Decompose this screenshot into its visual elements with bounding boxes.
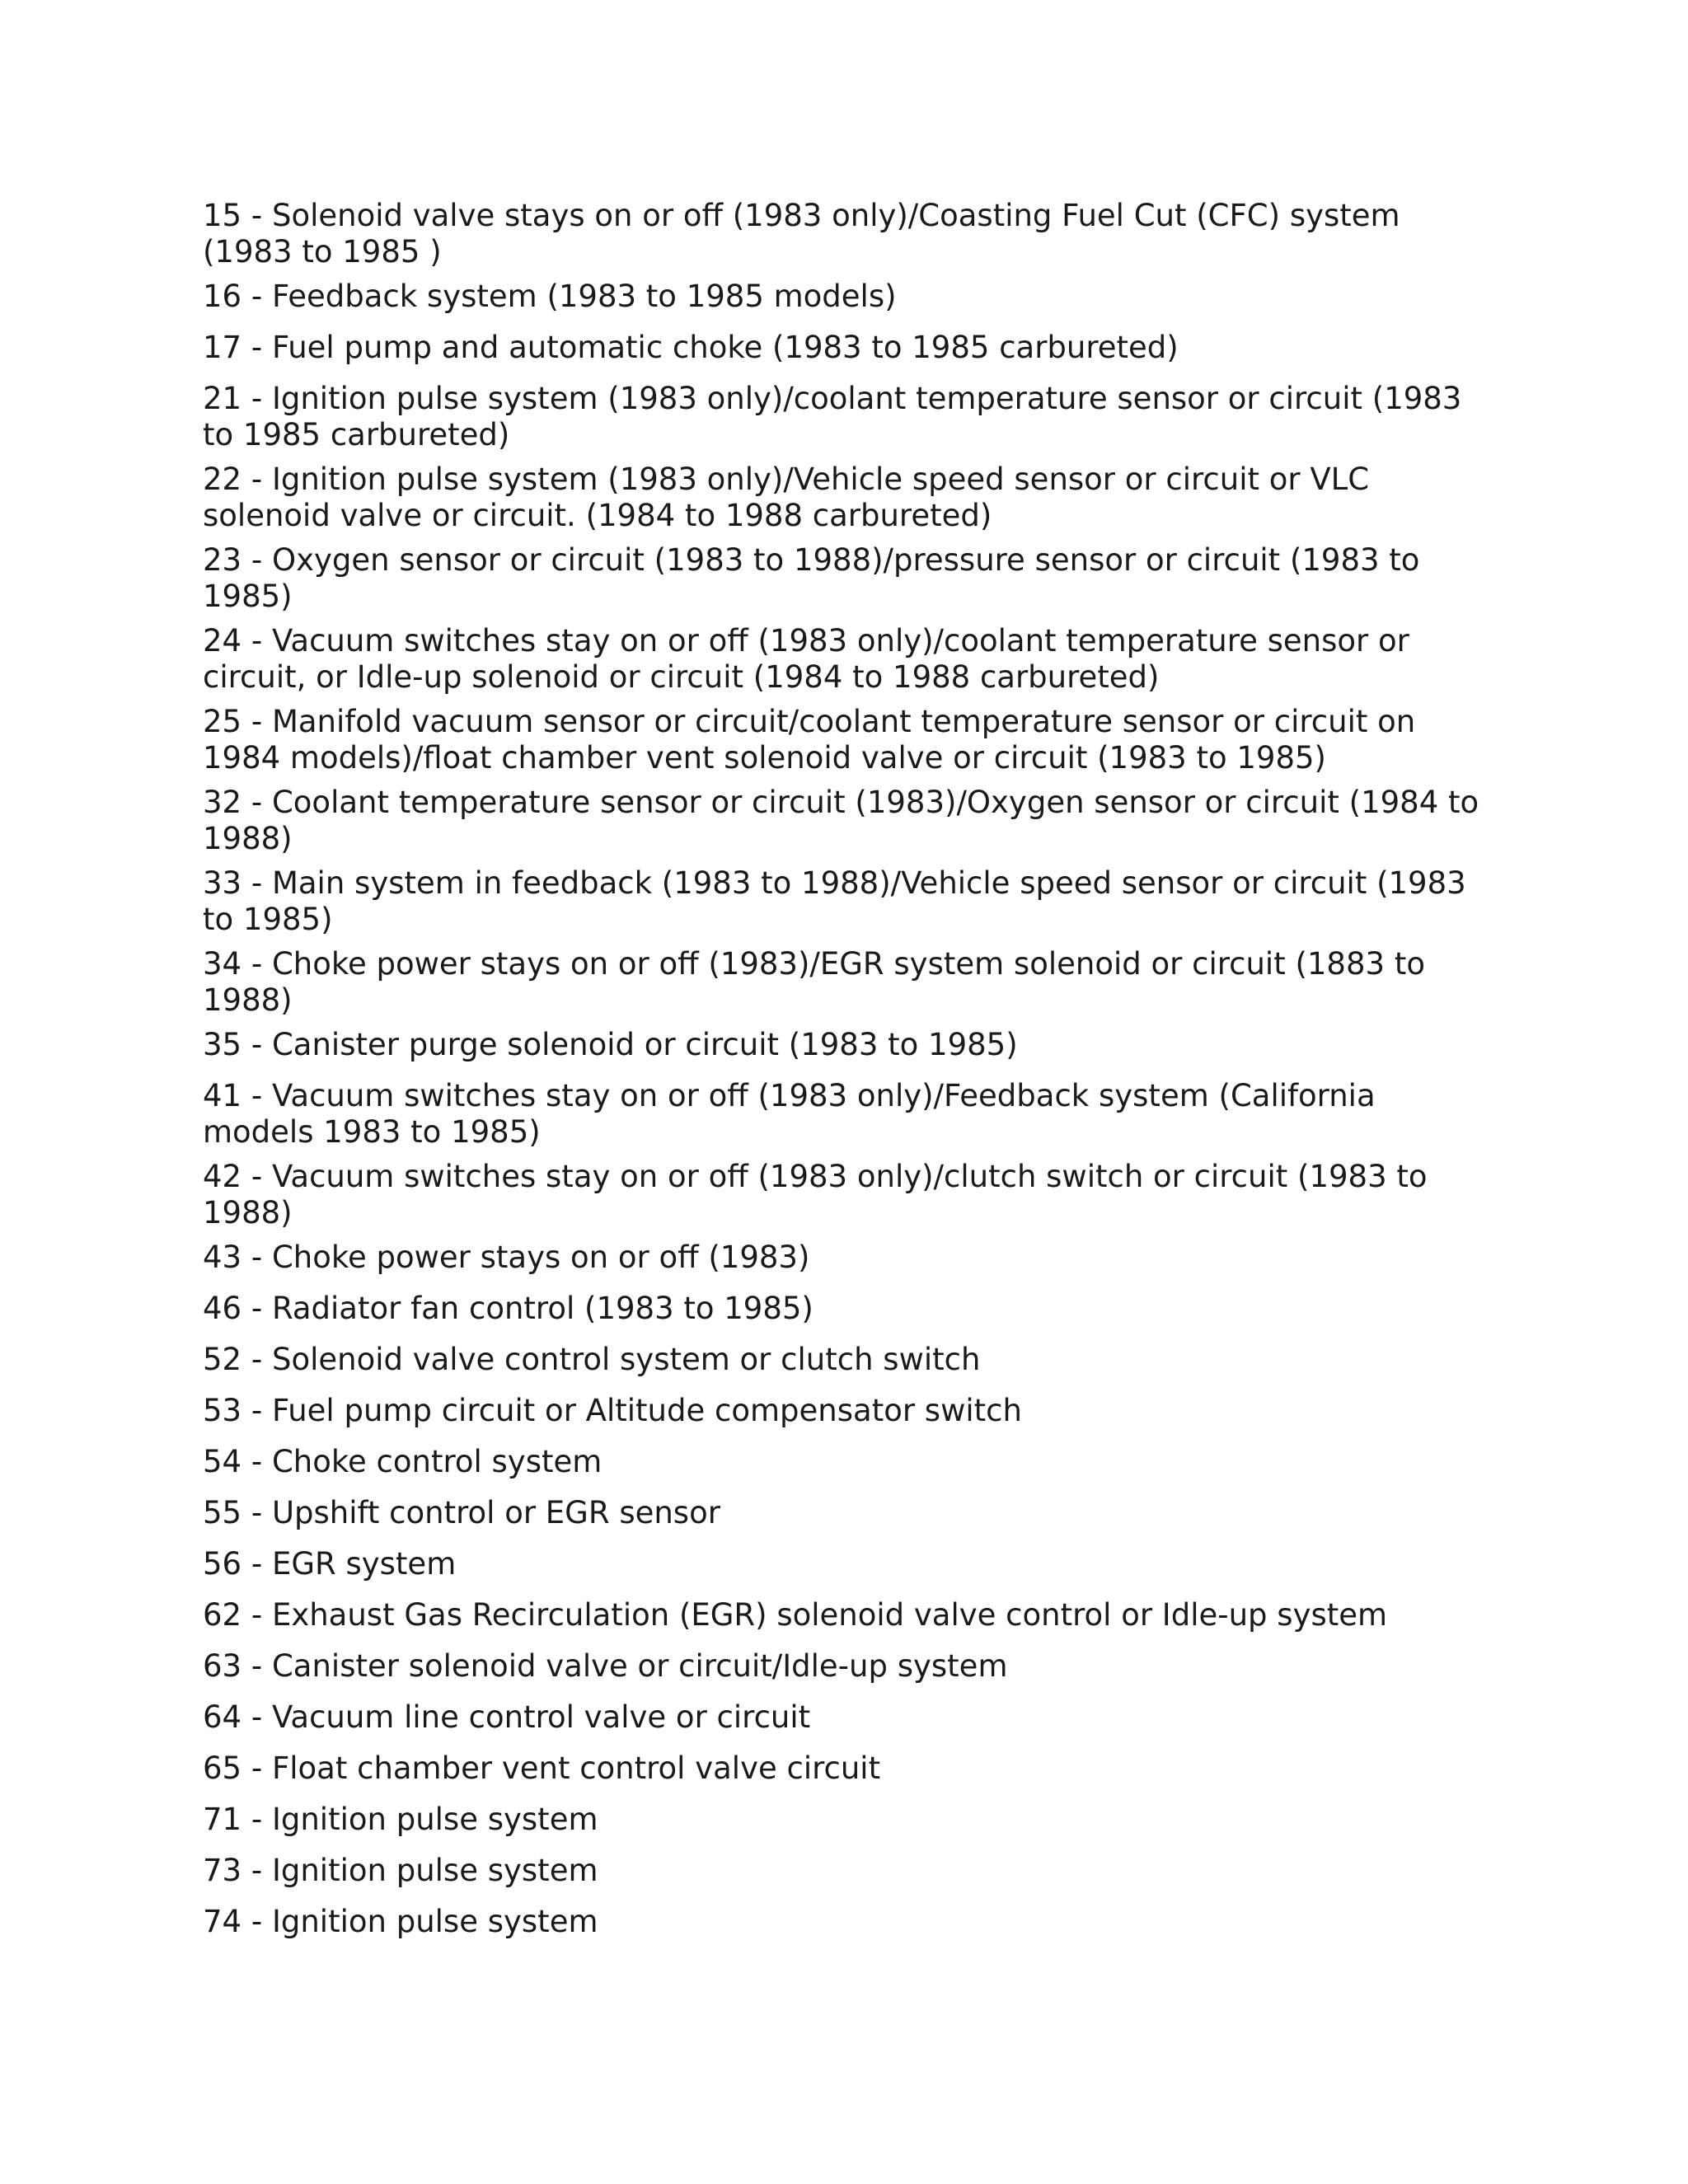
list-item: 43 - Choke power stays on or off (1983) [203, 1240, 810, 1275]
list-item: 35 - Canister purge solenoid or circuit (1983 to 1985) [203, 1027, 1018, 1062]
list-item: 54 - Choke control system [203, 1444, 603, 1479]
list-item: 22 - Ignition pulse system (1983 only)/Vehicle speed sensor or circuit or VLC solenoid valve or circuit. (1984 to 1988 carbureted) [203, 462, 1370, 533]
list-item: 33 - Main system in feedback (1983 to 1988)/Vehicle speed sensor or circuit (1983 to 1985) [203, 865, 1466, 937]
list-item: 25 - Manifold vacuum sensor or circuit/coolant temperature sensor or circuit on 1984 models)/float chamber vent solenoid valve or circuit (1983 to 1985) [203, 704, 1416, 776]
list-item: 41 - Vacuum switches stay on or off (1983 only)/Feedback system (California models 1983 to 1985) [203, 1078, 1376, 1150]
list-item: 56 - EGR system [203, 1546, 457, 1582]
list-item: 71 - Ignition pulse system [203, 1802, 598, 1837]
list-item: 62 - Exhaust Gas Recirculation (EGR) solenoid valve control or Idle-up system [203, 1597, 1388, 1633]
list-item: 32 - Coolant temperature sensor or circuit (1983)/Oxygen sensor or circuit (1984 to 1988) [203, 785, 1479, 856]
list-item: 15 - Solenoid valve stays on or off (1983 only)/Coasting Fuel Cut (CFC) system (1983 to 1985 ) [203, 198, 1400, 269]
list-item: 74 - Ignition pulse system [203, 1904, 598, 1939]
list-item: 63 - Canister solenoid valve or circuit/Idle-up system [203, 1648, 1008, 1684]
list-item: 21 - Ignition pulse system (1983 only)/coolant temperature sensor or circuit (1983 to 1985 carbureted) [203, 381, 1462, 452]
list-item: 23 - Oxygen sensor or circuit (1983 to 1988)/pressure sensor or circuit (1983 to 1985) [203, 542, 1420, 614]
list-item: 53 - Fuel pump circuit or Altitude compensator switch [203, 1393, 1022, 1428]
list-item: 24 - Vacuum switches stay on or off (1983 only)/coolant temperature sensor or circuit, or Idle-up solenoid or circuit (1984 to 1988 carbureted) [203, 623, 1409, 695]
trouble-code-list [203, 198, 1489, 1955]
list-item: 42 - Vacuum switches stay on or off (1983 only)/clutch switch or circuit (1983 to 1988) [203, 1159, 1428, 1230]
list-item: 64 - Vacuum line control valve or circuit [203, 1699, 811, 1735]
list-item: 17 - Fuel pump and automatic choke (1983 to 1985 carbureted) [203, 330, 1179, 365]
list-item: 73 - Ignition pulse system [203, 1853, 598, 1888]
list-item: 52 - Solenoid valve control system or clutch switch [203, 1342, 981, 1377]
list-item: 65 - Float chamber vent control valve circuit [203, 1750, 881, 1786]
list-item: 16 - Feedback system (1983 to 1985 models) [203, 279, 897, 314]
list-item: 55 - Upshift control or EGR sensor [203, 1495, 720, 1530]
list-item: 46 - Radiator fan control (1983 to 1985) [203, 1291, 814, 1326]
list-item: 34 - Choke power stays on or off (1983)/EGR system solenoid or circuit (1883 to 1988) [203, 946, 1425, 1018]
